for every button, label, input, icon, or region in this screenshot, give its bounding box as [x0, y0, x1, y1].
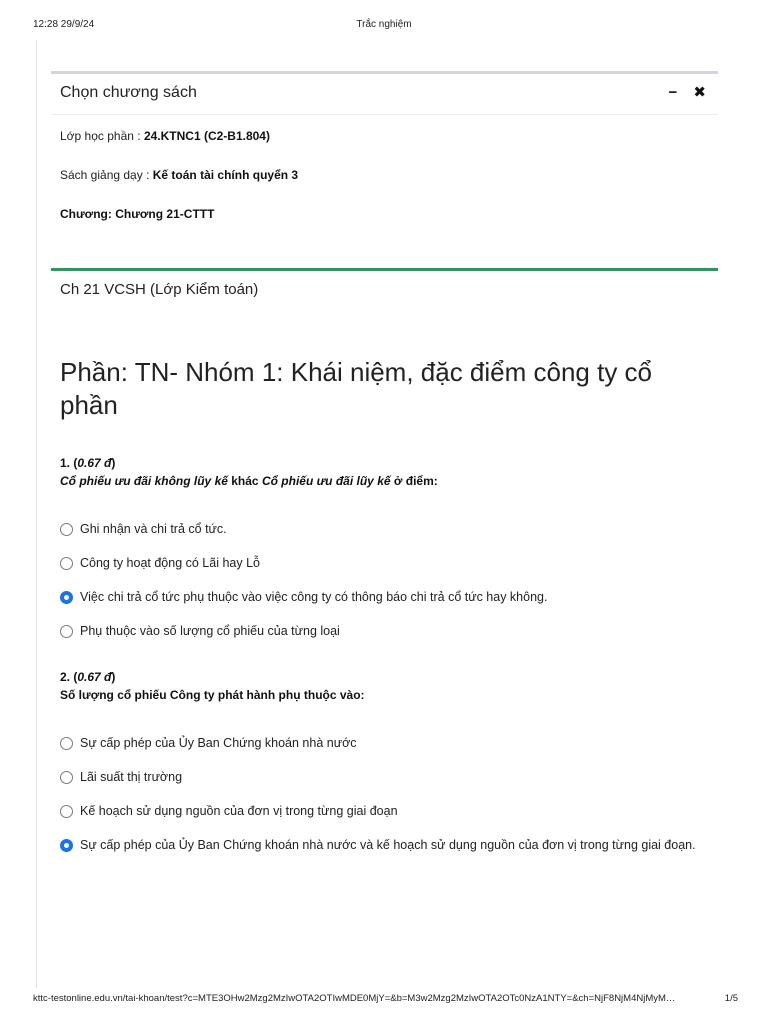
chapter-info	[60, 207, 214, 221]
chooser-card-title: Chọn chương sách	[60, 84, 197, 101]
print-page-title: Trắc nghiệm	[356, 19, 412, 30]
question-2	[60, 668, 710, 862]
answer-label: Sự cấp phép của Ủy Ban Chứng khoán nhà nước	[80, 736, 357, 750]
question-text-part: Cổ phiếu ưu đãi lũy kế	[261, 474, 391, 488]
answer-option[interactable]	[60, 726, 710, 760]
radio-button[interactable]	[60, 771, 73, 784]
quiz-subtitle: Ch 21 VCSH (Lớp Kiểm toán)	[60, 281, 259, 298]
radio-button-selected[interactable]	[60, 839, 73, 852]
print-header	[0, 19, 768, 33]
radio-button-selected[interactable]	[60, 591, 73, 604]
answer-option[interactable]	[60, 546, 710, 580]
radio-button[interactable]	[60, 625, 73, 638]
left-divider	[36, 40, 37, 988]
question-text: Số lượng cổ phiếu Công ty phát hành phụ thuộc vào:	[60, 688, 365, 702]
quiz-card	[51, 268, 718, 871]
question-text-part: ở điểm:	[390, 474, 438, 488]
answer-options	[60, 512, 710, 648]
question-text-part: Cổ phiếu ưu đãi không lũy kế	[60, 474, 228, 488]
class-label: Lớp học phần :	[60, 129, 144, 143]
answer-option[interactable]	[60, 828, 710, 862]
book-label: Sách giảng dạy :	[60, 168, 153, 182]
question-header: 1. (0.67 đ)	[60, 456, 116, 470]
print-datetime: 12:28 29/9/24	[33, 19, 95, 30]
book-info	[60, 168, 298, 182]
book-value: Kế toán tài chính quyển 3	[152, 168, 299, 182]
question-number: 2.	[60, 670, 71, 684]
question-header: 2. (0.67 đ)	[60, 670, 116, 684]
question-points: 0.67 đ	[77, 456, 112, 470]
question-text	[60, 472, 710, 490]
answer-label: Kế hoạch sử dụng nguồn của đơn vị trong từng giai đoạn	[80, 804, 398, 818]
answer-label: Ghi nhận và chi trả cổ tức.	[80, 522, 227, 536]
print-url: kttc-testonline.edu.vn/tai-khoan/test?c=MTE3OHw2Mzg2MzIwOTA2OTIwMDE0MjY=&b=M3w2Mzg2MzIwOTA2OTc0NzA1NTY=&ch=NjF8NjM4NjMyM…	[33, 993, 676, 1004]
chooser-card-header	[51, 74, 718, 115]
chapter-label: Chương:	[60, 207, 116, 221]
radio-button[interactable]	[60, 523, 73, 536]
close-icon[interactable]: ✖	[693, 84, 706, 101]
print-footer	[0, 993, 768, 1007]
radio-button[interactable]	[60, 805, 73, 818]
answer-option[interactable]	[60, 580, 710, 614]
chapter-value: Chương 21-CTTT	[115, 207, 215, 221]
answer-label: Phụ thuộc vào số lượng cổ phiếu của từng loại	[80, 624, 340, 638]
answer-options	[60, 726, 710, 862]
answer-option[interactable]	[60, 512, 710, 546]
card-tools	[656, 83, 706, 101]
print-page-number: 1/5	[724, 993, 738, 1004]
answer-label: Việc chi trả cổ tức phụ thuộc vào việc công ty có thông báo chi trả cổ tức hay không.	[80, 590, 548, 604]
radio-button[interactable]	[60, 557, 73, 570]
minimize-icon[interactable]: −	[668, 84, 678, 101]
question-number: 1.	[60, 456, 71, 470]
section-title: Phần: TN- Nhóm 1: Khái niệm, đặc điểm công ty cổ phần	[60, 357, 653, 421]
answer-label: Công ty hoạt động có Lãi hay Lỗ	[80, 556, 260, 570]
answer-label: Sự cấp phép của Ủy Ban Chứng khoán nhà nước và kế hoạch sử dụng nguồn của đơn vị trong từng giai đoạn.	[80, 838, 696, 852]
radio-button[interactable]	[60, 737, 73, 750]
question-text-part: khác	[227, 474, 262, 488]
answer-option[interactable]	[60, 794, 710, 828]
answer-label: Lãi suất thị trường	[80, 770, 183, 784]
answer-option[interactable]	[60, 614, 710, 648]
class-info	[60, 129, 270, 143]
chapter-chooser-card	[51, 71, 718, 244]
question-1	[60, 454, 710, 648]
question-points: 0.67 đ	[77, 670, 112, 684]
class-value: 24.KTNC1 (C2-B1.804)	[143, 129, 270, 143]
answer-option[interactable]	[60, 760, 710, 794]
